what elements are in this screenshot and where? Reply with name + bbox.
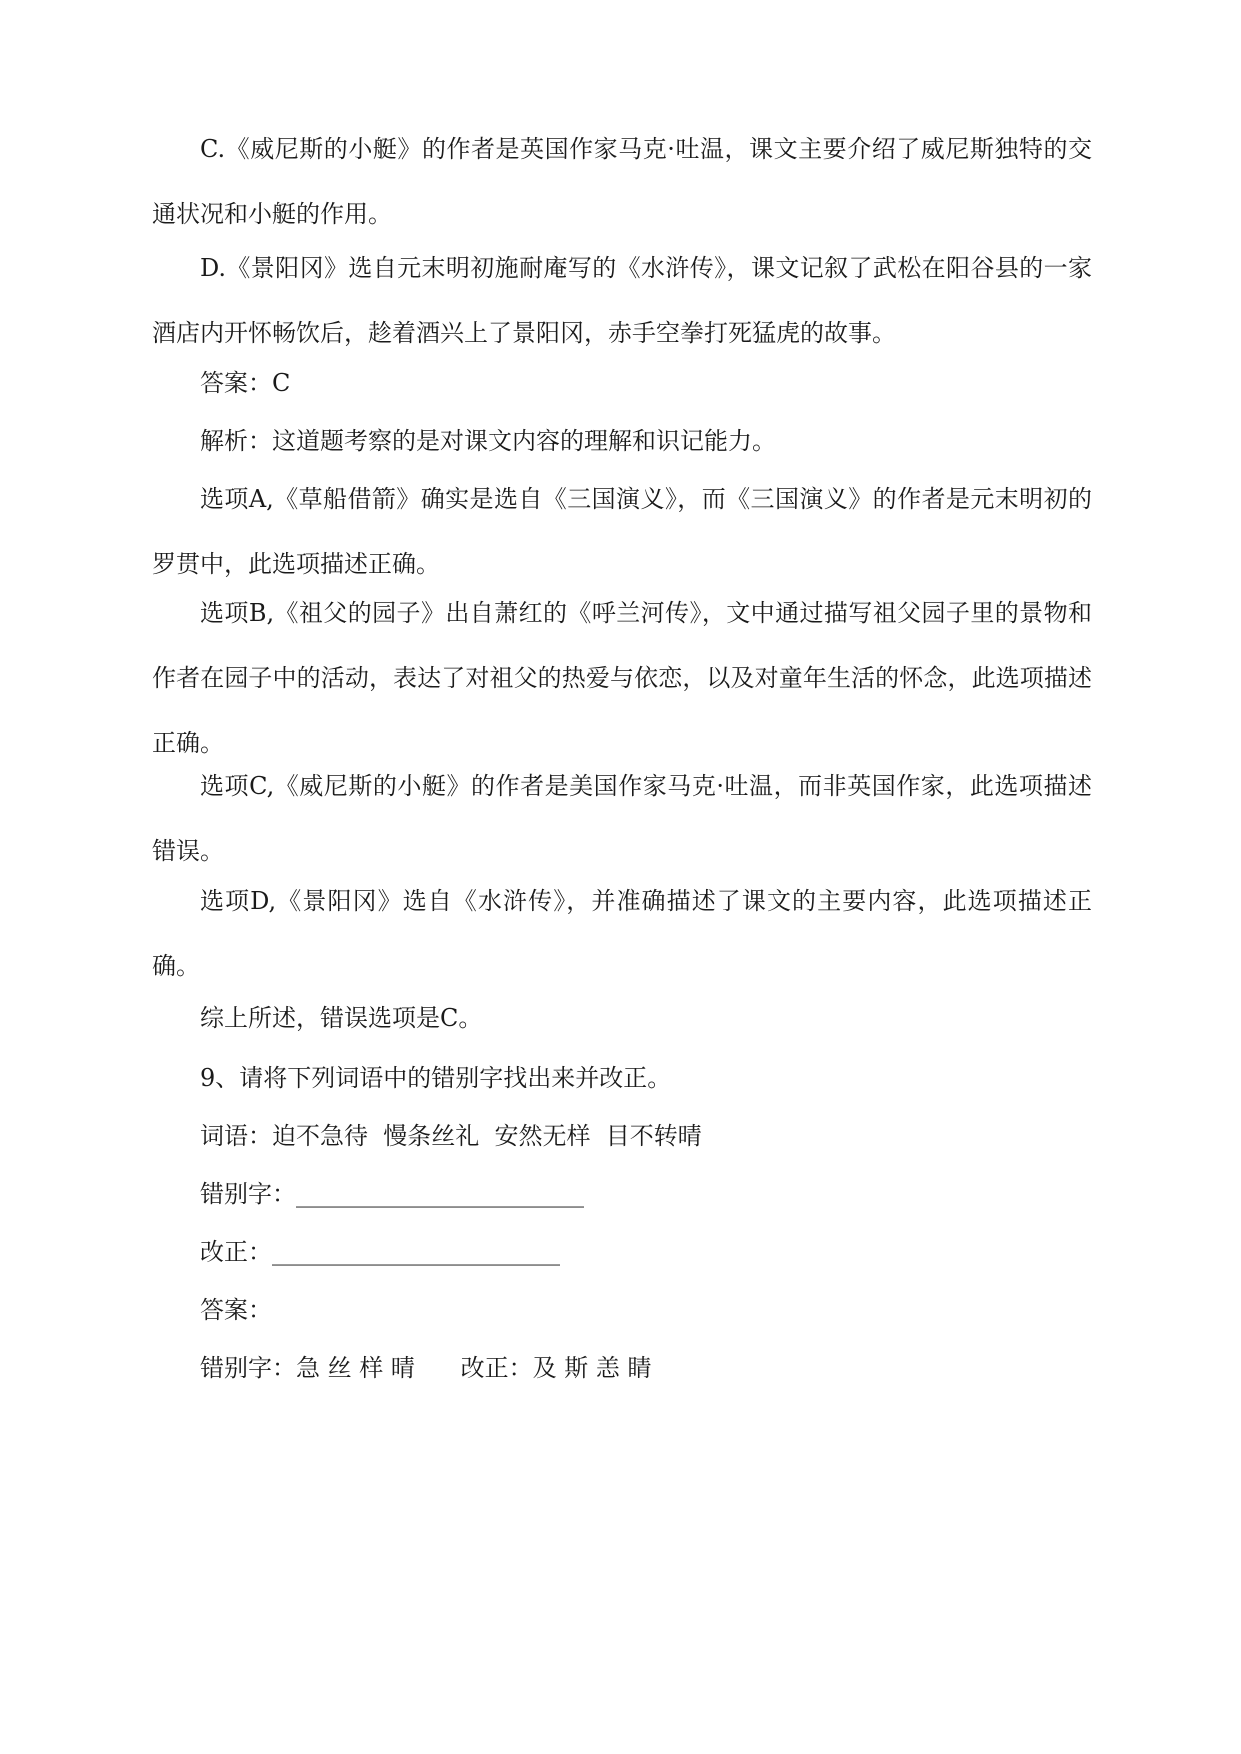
option-d-paragraph: D.《景阳冈》选自元末明初施耐庵写的《水浒传》，课文记叙了武松在阳谷县的一家酒店内开怀畅饮后，趁着酒兴上了景阳冈，赤手空拳打死猛虎的故事。 (152, 254, 1092, 347)
analysis-option-c: 选项C,《威尼斯的小艇》的作者是美国作家马克·吐温，而非英国作家，此选项描述错误。 (152, 772, 1092, 865)
analysis-intro: 解析：这道题考察的是对课文内容的理解和识记能力。 (200, 427, 776, 455)
answer-line: 答案：C (200, 369, 291, 397)
summary-line: 综上所述，错误选项是C。 (200, 1004, 483, 1032)
analysis-option-b: 选项B,《祖父的园子》出自萧红的《呼兰河传》，文中通过描写祖父园子里的景物和作者在园子中的活动，表达了对祖父的热爱与依恋，以及对童年生活的怀念，此选项描述正确。 (152, 599, 1092, 757)
typo-blank-line: 错别字：________________________ (200, 1180, 584, 1208)
analysis-option-a: 选项A,《草船借箭》确实是选自《三国演义》，而《三国演义》的作者是元末明初的罗贯中，此选项描述正确。 (152, 485, 1092, 578)
question-9-prompt: 9、请将下列词语中的错别字找出来并改正。 (200, 1064, 672, 1092)
question-9-answer-label: 答案： (200, 1296, 272, 1324)
question-9-words: 词语：迫不急待 慢条丝礼 安然无样 目不转晴 (200, 1122, 702, 1150)
fix-blank-line: 改正：________________________ (200, 1238, 560, 1266)
analysis-option-d: 选项D,《景阳冈》选自《水浒传》，并准确描述了课文的主要内容，此选项描述正确。 (152, 887, 1092, 980)
option-c-paragraph: C.《威尼斯的小艇》的作者是英国作家马克·吐温，课文主要介绍了威尼斯独特的交通状况和小艇的作用。 (152, 135, 1092, 228)
question-9-answer-detail: 错别字：急 丝 样 晴 改正：及 斯 恙 睛 (200, 1354, 652, 1382)
